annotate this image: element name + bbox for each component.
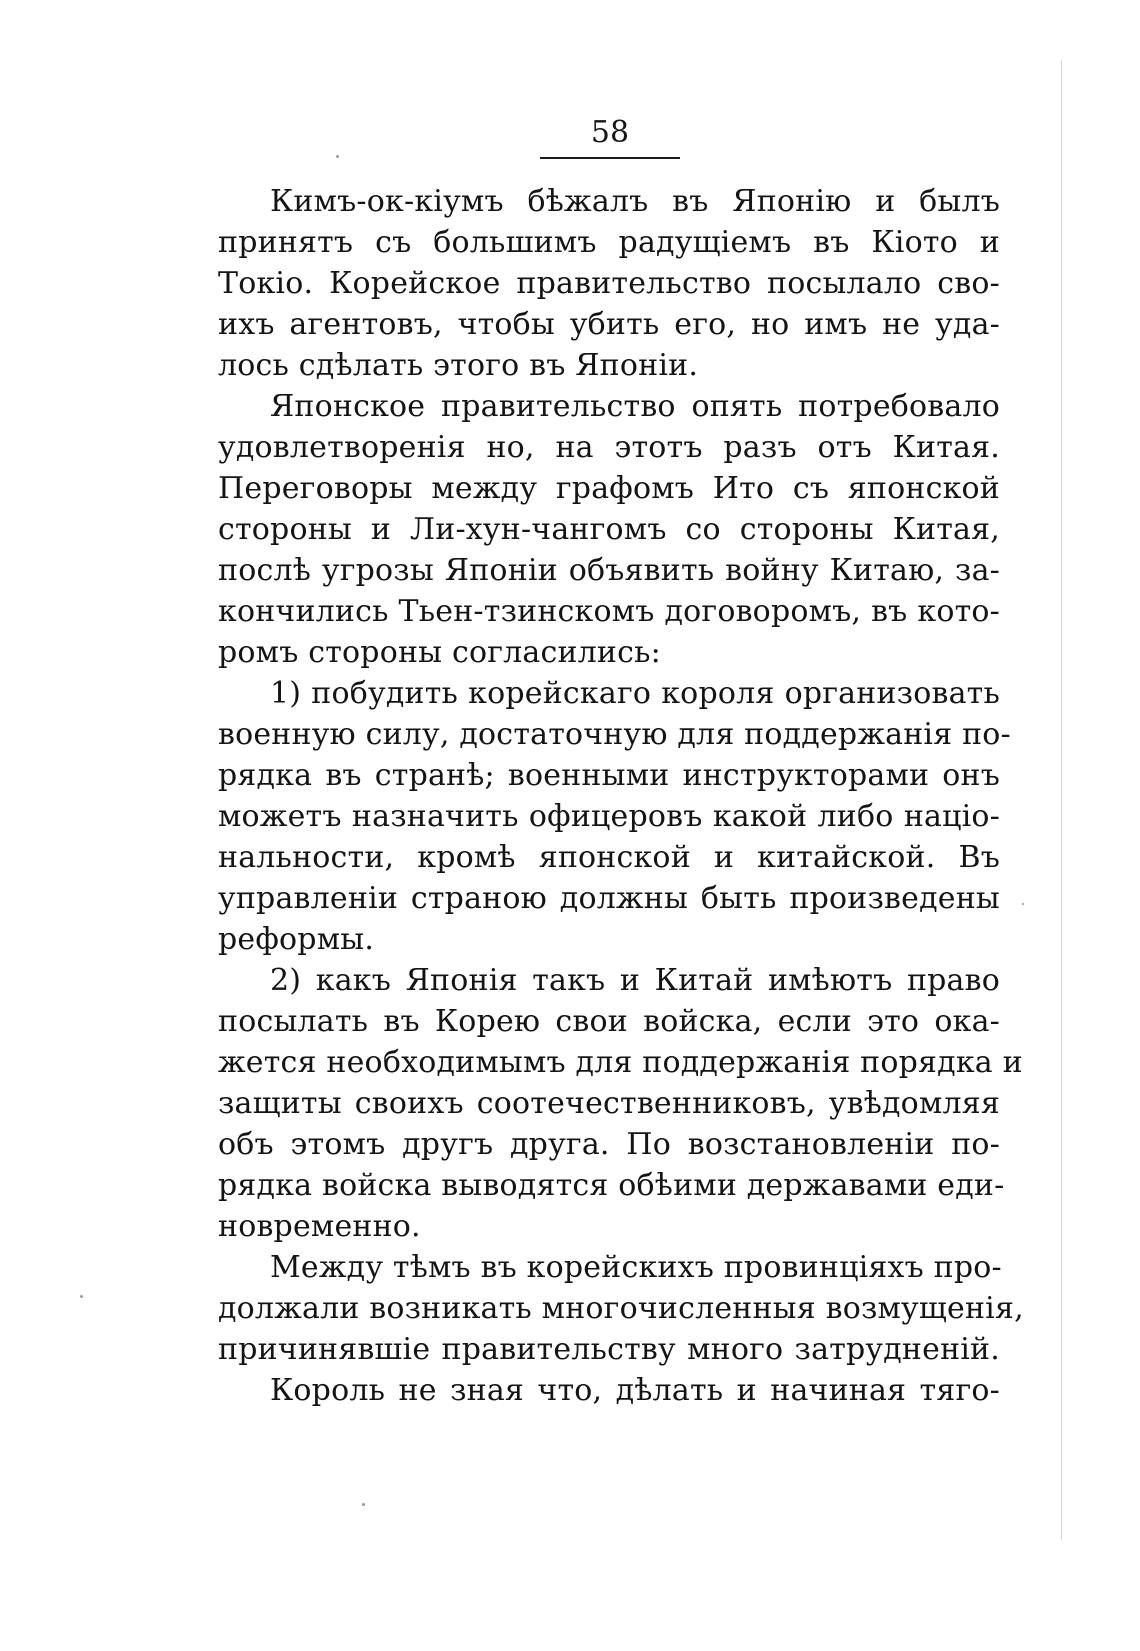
text-line: нальности, кромѣ японской и китайской. Въ (218, 840, 1000, 875)
text-line: Токіо. Корейское правительство посылало сво- (218, 266, 1000, 301)
text-line: рядка войска выводятся обѣими державами еди- (218, 1168, 1005, 1203)
text-line: Переговоры между графомъ Ито съ японской (218, 471, 1000, 506)
text-line: причинявшіе правительству много затрудненій. (218, 1332, 1000, 1367)
text-line: принятъ съ большимъ радущіемъ въ Кіото и (218, 225, 1000, 260)
text-line: военную силу, достаточную для поддержанія по- (218, 717, 1011, 752)
page-number: 58 (590, 115, 630, 150)
body-text (218, 181, 1024, 1411)
text-line: 1) побудить корейскаго короля организовать (270, 676, 1000, 711)
text-line: можетъ назначить офицеровъ какой либо націо- (218, 799, 1000, 834)
text-line: рядка въ странѣ; военными инструкторами онъ (218, 758, 1000, 793)
text-line: объ этомъ другъ друга. По возстановленіи по- (218, 1127, 1000, 1162)
text-line: управленіи страною должны быть произведены (218, 881, 1000, 916)
page-number-rule (540, 157, 680, 159)
text-line: удовлетворенія но, на этотъ разъ отъ Китая. (218, 430, 1000, 465)
text-line: послѣ угрозы Японіи объявить войну Китаю, за- (218, 553, 1000, 588)
text-line: ромъ стороны согласились: (218, 635, 661, 670)
text-line: посылать въ Корею свои войска, если это ока- (218, 1004, 1000, 1039)
text-line: жется необходимымъ для поддержанія порядка и (218, 1045, 1023, 1080)
text-line: кончились Тьен-тзинскомъ договоромъ, въ кото- (218, 594, 1000, 629)
text-line: Кимъ-ок-кіумъ бѣжалъ въ Японію и былъ (270, 184, 1000, 219)
page-edge-line (1061, 60, 1062, 1540)
text-line: Король не зная что, дѣлать и начиная тяго- (270, 1373, 1000, 1408)
text-line: защиты своихъ соотечественниковъ, увѣдомляя (218, 1086, 1000, 1121)
text-line: реформы. (218, 922, 375, 957)
text-line: должали возникать многочисленныя возмущенія, (218, 1291, 1024, 1326)
text-line: новременно. (218, 1209, 421, 1244)
text-line: Между тѣмъ въ корейскихъ провинціяхъ про- (270, 1250, 1002, 1285)
text-line: 2) какъ Японія такъ и Китай имѣютъ право (270, 963, 1000, 998)
scan-speck (1022, 903, 1024, 905)
scan-speck (362, 1503, 365, 1506)
scan-speck (80, 1295, 83, 1298)
text-line: лось сдѣлать этого въ Японіи. (218, 348, 699, 383)
scan-speck (336, 155, 339, 158)
text-line: стороны и Ли-хун-чангомъ со стороны Китая, (218, 512, 1000, 547)
text-line: ихъ агентовъ, чтобы убить его, но имъ не уда- (218, 307, 1000, 342)
text-line: Японское правительство опять потребовало (270, 389, 1000, 424)
